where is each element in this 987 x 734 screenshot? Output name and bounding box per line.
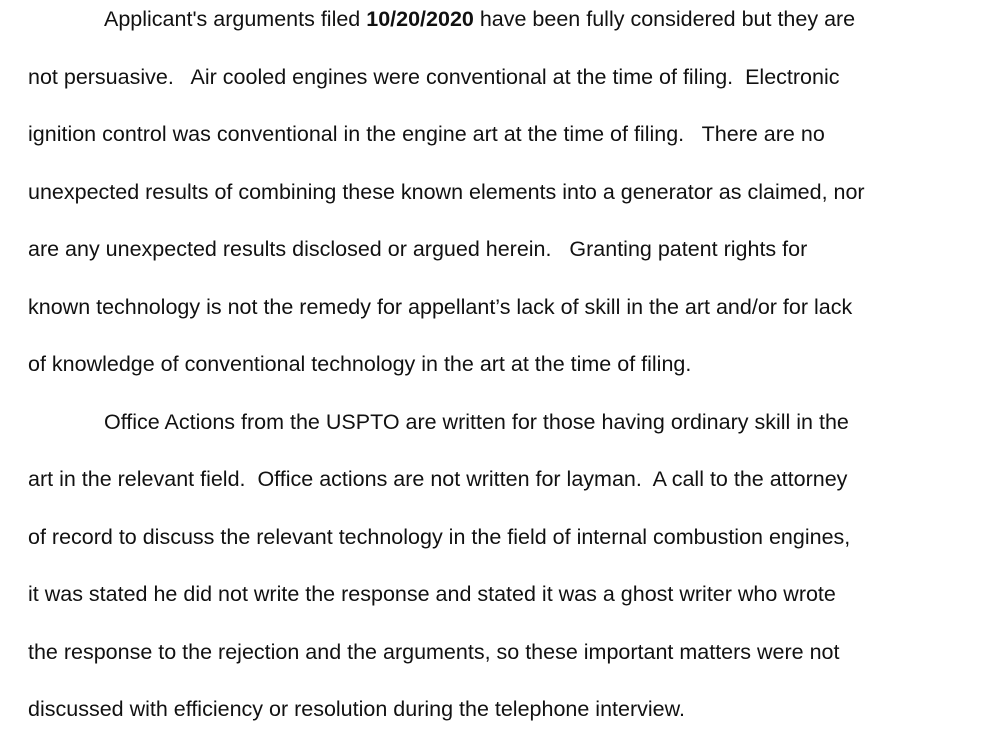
paragraph-2-line-4: it was stated he did not write the response and stated it was a ghost writer who wrote (28, 582, 836, 606)
paragraph-1-line-7: of knowledge of conventional technology in the art at the time of filing. (28, 352, 692, 376)
paragraph-1-line-5: are any unexpected results disclosed or argued herein. Granting patent rights for (28, 237, 808, 261)
paragraph-1-line-6: known technology is not the remedy for appellant’s lack of skill in the art and/or for lack (28, 295, 853, 319)
line-text-end: have been fully considered but they are (473, 7, 856, 31)
paragraph-1-line-3: ignition control was conventional in the engine art at the time of filing. There are no (28, 122, 825, 146)
paragraph-2-line-2: art in the relevant field. Office actions are not written for layman. A call to the attorney (28, 467, 848, 491)
paragraph-1-line-2: not persuasive. Air cooled engines were conventional at the time of filing. Electronic (28, 65, 840, 89)
paragraph-2-line-6: discussed with efficiency or resolution during the telephone interview. (28, 697, 685, 721)
paragraph-2-line-3: of record to discuss the relevant technology in the field of internal combustion engines, (28, 525, 851, 549)
filing-date: 10/20/2020 (366, 7, 474, 31)
paragraph-2-line-1: Office Actions from the USPTO are written for those having ordinary skill in the (104, 410, 849, 434)
line-text-start: Applicant's arguments filed (104, 7, 367, 31)
paragraph-1-line-1 (104, 6, 855, 32)
paragraph-2-line-5: the response to the rejection and the arguments, so these important matters were not (28, 640, 840, 664)
paragraph-1-line-4: unexpected results of combining these known elements into a generator as claimed, nor (28, 180, 865, 204)
